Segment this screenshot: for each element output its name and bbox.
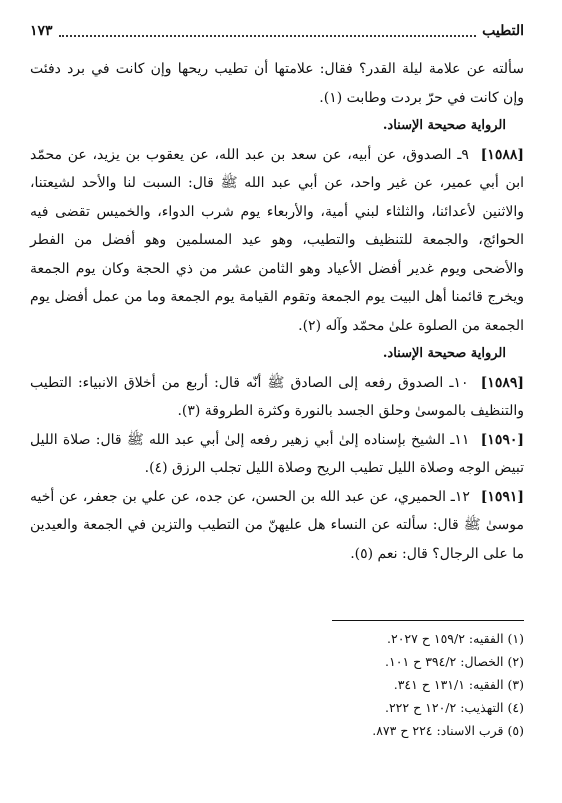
hadith-entry-1590 xyxy=(30,426,524,483)
page-body xyxy=(30,55,524,568)
opening-paragraph: سألته عن علامة ليلة القدر؟ فقال: علامتها أن تطيب ريحها وإن كانت في برد دفئت وإن كانت في حرّ بردت وطابت (١). xyxy=(30,61,524,106)
hadith-entry-1591 xyxy=(30,483,524,569)
footnote: (١) الفقيه: ١٥٩/٢ ح ٢٠٢٧. xyxy=(387,631,524,646)
chapter-title: التطيب xyxy=(482,23,524,39)
footnote: (٢) الخصال: ٣٩٤/٢ ح ١٠١. xyxy=(385,654,524,669)
page-number: ١٧٣ xyxy=(30,23,53,39)
entry-number: [١٥٨٩] xyxy=(480,374,524,391)
authenticity-note: الرواية صحيحة الإسناد. xyxy=(382,346,506,361)
footnote: (٣) الفقيه: ١٣١/١ ح ٣٤١. xyxy=(393,677,524,692)
hadith-entry-1588 xyxy=(30,141,524,341)
footnotes-list xyxy=(250,627,524,742)
authenticity-note: الرواية صحيحة الإسناد. xyxy=(382,118,506,133)
entry-number: [١٥٩١] xyxy=(480,488,525,505)
entry-text: ١٠ـ الصدوق رفعه إلى الصادق ﷺ أنّه قال: أربع من أخلاق الانبياء: التطيب والتنظيف بالموسىٰ وحلق الجسد بالنورة وكثرة الطروقة (٣). xyxy=(30,374,524,419)
header-dot-leader xyxy=(59,25,477,37)
page-header xyxy=(30,20,524,42)
footnote: (٤) التهذيب: ١٢٠/٢ ح ٢٢٢. xyxy=(384,700,524,715)
footnote: (٥) قرب الاسناد: ٢٢٤ ح ٨٧٣. xyxy=(372,723,524,738)
footnote-divider xyxy=(332,620,524,621)
entry-text: ٩ـ الصدوق، عن أبيه، عن سعد بن عبد الله، عن يعقوب بن يزيد، عن محمّد ابن أبي عمير، عن غير واحد، عن أبي عبد الله ﷺ قال: السبت لنا والأحد لشيعتنا، والاثنين لأعدائنا، والثلثاء لبني أمية، والأربعاء يوم شرب الدواء، والخميس تقضى فيه الحوائج، والجمعة للتنظيف والتطيب، وهو عيد المسلمين وهو أفضل من الفطر والأضحى ويوم غدير أفضل الأعياد وهو الثامن عشر من ذي الحجة وكان يوم الجمعة ويخرج قائمنا أهل البيت يوم الجمعة وتقوم القيامة يوم الجمعة وما من عمل أفضل يوم الجمعة من الصلوة علىٰ محمّد وآله (٢). xyxy=(30,146,524,334)
hadith-entry-1589 xyxy=(30,369,524,426)
entry-text: ١٢ـ الحميري، عن عبد الله بن الحسن، عن جده، عن علي بن جعفر، عن أخيه موسىٰ ﷺ قال: سألته عن النساء هل عليهنّ من التطيب والتزين في الجمعة والعيدين ما على الرجال؟ قال: نعم (٥). xyxy=(30,488,524,562)
entry-text: ١١ـ الشيخ بإسناده إلىٰ أبي زهير رفعه إلىٰ أبي عبد الله ﷺ قال: صلاة الليل تبيض الوجه وصلاة الليل تطيب الريح وصلاة الليل تجلب الرزق (٤). xyxy=(30,431,524,476)
entry-number: [١٥٨٨] xyxy=(480,146,524,163)
entry-number: [١٥٩٠] xyxy=(480,431,524,448)
